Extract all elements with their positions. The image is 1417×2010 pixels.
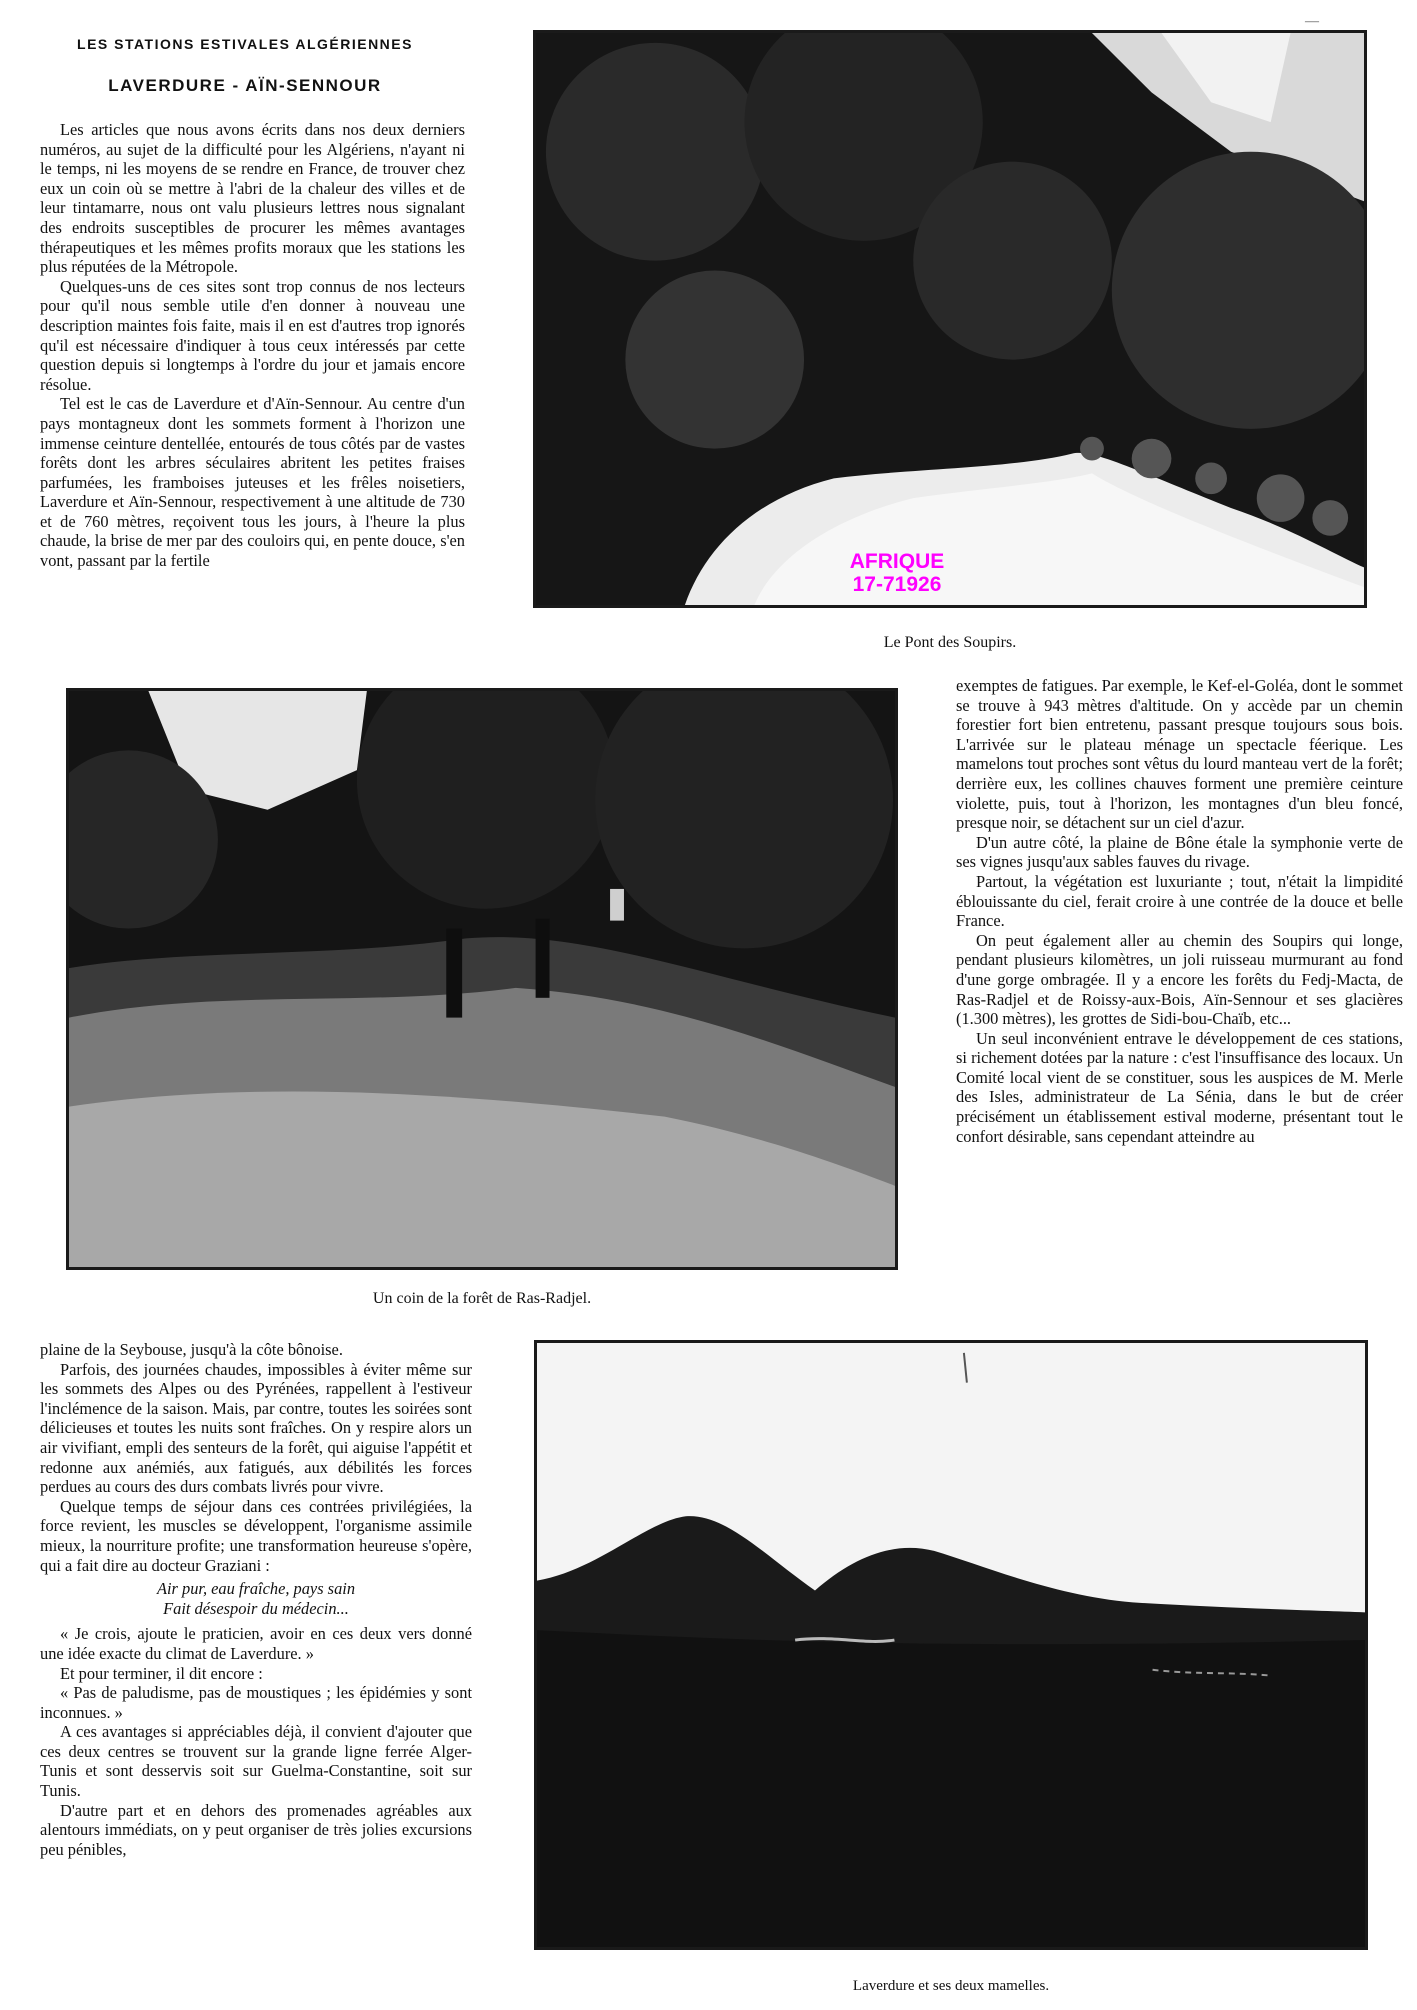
verse-quote bbox=[40, 1579, 472, 1618]
paragraph: Parfois, des journées chaudes, impossibles à éviter même sur les sommets des Alpes ou des Pyrénées, rappellent à l'estiveur l'inclémence de la saison. Mais, par contre, toutes les soirées sont délicieuses et toutes les nuits sont fraîches. On y respire alors un air vivifiant, empli des senteurs de la forêt, qui aiguise l'appétit et redonne aux anémiés, aux fatigués, aux débilités les forces perdues au cours des durs combats livrés pour vivre. bbox=[40, 1359, 472, 1497]
paragraph: On peut également aller au chemin des Soupirs qui longe, pendant plusieurs kilomètres, un joli ruisseau murmurant au fond d'une gorge ombragée. Il y a encore les forêts du Fedj-Macta, de Ras-Radjel et de Roissy-aux-Bois, Aïn-Sennour et ses glacières (1.300 mètres), les grottes de Sidi-bou-Chaïb, etc... bbox=[956, 930, 1403, 1029]
photo-foret-ras-radjel bbox=[66, 688, 898, 1270]
article-headline: LAVERDURE - AÏN-SENNOUR bbox=[108, 76, 382, 95]
paragraph: exemptes de fatigues. Par exemple, le Kef-el-Goléa, dont le sommet se trouve à 943 mètres d'altitude. On y accède par un chemin forestier fort bien entretenu, passant presque toujours sous bois. L'arrivée sur le plateau ménage un spectacle féerique. Les mamelons tout proches sont vêtus du lourd manteau vert de la forêt; derrière eux, les collines chauves forment une première ceinture violette, puis, tout à l'horizon, les montagnes d'un bleu foncé, presque noir, se détachent sur un ciel d'azur. bbox=[956, 676, 1403, 833]
paragraph: D'un autre côté, la plaine de Bône étale la symphonie verte de ses vignes jusqu'aux sables fauves du rivage. bbox=[956, 832, 1403, 872]
article-column-2 bbox=[956, 676, 1403, 1146]
paragraph: Quelques-uns de ces sites sont trop connus de nos lecteurs pour qu'il nous semble utile d'en donner à nouveau une description maintes fois faite, mais il en est d'autres trop ignorés qu'il est nécessaire d'indiquer à tous ceux intéressés par cette question depuis si longtemps à l'ordre du jour et jamais encore résolue. bbox=[40, 276, 465, 394]
photo2-caption: Un coin de la forêt de Ras-Radjel. bbox=[372, 1290, 592, 1307]
section-kicker: LES STATIONS ESTIVALES ALGÉRIENNES bbox=[77, 36, 413, 52]
paragraph: « Pas de paludisme, pas de moustiques ; les épidémies y sont inconnues. » bbox=[40, 1683, 472, 1722]
paragraph: Quelque temps de séjour dans ces contrées privilégiées, la force revient, les muscles se développent, l'organisme assimile mieux, la nourriture profite; une transformation heureuse s'opère, qui a fait dire au docteur Graziani : bbox=[40, 1496, 472, 1575]
photo-pont-des-soupirs bbox=[533, 30, 1367, 608]
paragraph: Un seul inconvénient entrave le développement de ces stations, si richement dotées par la nature : c'est l'insuffisance des locaux. Un Comité local vient de se constituer, sous les auspices de M. Merle des Isles, administrateur de La Sénia, dans le but de créer précisément un établissement estival moderne, présentant tout le confort désirable, sans cependant atteindre au bbox=[956, 1028, 1403, 1146]
article-column-1 bbox=[40, 120, 465, 571]
paragraph: Et pour terminer, il dit encore : bbox=[60, 1663, 263, 1683]
paragraph: Les articles que nous avons écrits dans nos deux derniers numéros, au sujet de la difficulté pour les Algériens, n'ayant ni le temps, ni les moyens de se rendre en France, de trouver chez eux un coin où se mettre à l'abri de la chaleur des villes et de leur tintamarre, nous ont valu plusieurs lettres nous signalant des endroits susceptibles de procurer les mêmes avantages thérapeutiques et les mêmes profits moraux que les stations les plus réputées de la Métropole. bbox=[40, 120, 465, 277]
photo-laverdure-mamelles bbox=[534, 1340, 1368, 1950]
paragraph: A ces avantages si appréciables déjà, il convient d'ajouter que ces deux centres se trouvent sur la grande ligne ferrée Alger-Tunis et sont desservis soit sur Guelma-Constantine, soit sur Tunis. bbox=[40, 1722, 472, 1801]
verse-line: Fait désespoir du médecin... bbox=[163, 1598, 349, 1618]
stamp-line-2: 17-71926 bbox=[852, 573, 942, 596]
paragraph: D'autre part et en dehors des promenades agréables aux alentours immédiats, on y peut organiser de très jolies excursions peu pénibles, bbox=[40, 1800, 472, 1859]
verse-line: Air pur, eau fraîche, pays sain bbox=[156, 1579, 356, 1599]
archive-stamp bbox=[842, 550, 952, 596]
paragraph: Partout, la végétation est luxuriante ; tout, n'était la limpidité éblouissante du ciel, ferait croire à une contrée de la douce et belle France. bbox=[956, 871, 1403, 931]
paragraph: plaine de la Seybouse, jusqu'à la côte bônoise. bbox=[40, 1340, 343, 1359]
photo1-caption: Le Pont des Soupirs. bbox=[883, 634, 1017, 651]
photo3-caption: Laverdure et ses deux mamelles. bbox=[852, 1978, 1050, 1994]
article-column-3 bbox=[40, 1340, 472, 1859]
page-corner-mark: — bbox=[1305, 14, 1319, 29]
stamp-line-1: AFRIQUE bbox=[849, 550, 945, 573]
paragraph: « Je crois, ajoute le praticien, avoir en ces deux vers donné une idée exacte du climat de Laverdure. » bbox=[40, 1624, 472, 1663]
paragraph: Tel est le cas de Laverdure et d'Aïn-Sennour. Au centre d'un pays montagneux dont les sommets forment à l'horizon une immense ceinture dentellée, entourés de tous côtés par de vastes forêts dont les arbres séculaires abritent les petites fraises parfumées, les framboises juteuses et les frêles noisetiers, Laverdure et Aïn-Sennour, respectivement à une altitude de 730 et de 760 mètres, reçoivent tous les jours, à l'heure la plus chaude, la brise de mer par des couloirs qui, en pente douce, s'en vont, passant par la fertile bbox=[40, 394, 465, 571]
